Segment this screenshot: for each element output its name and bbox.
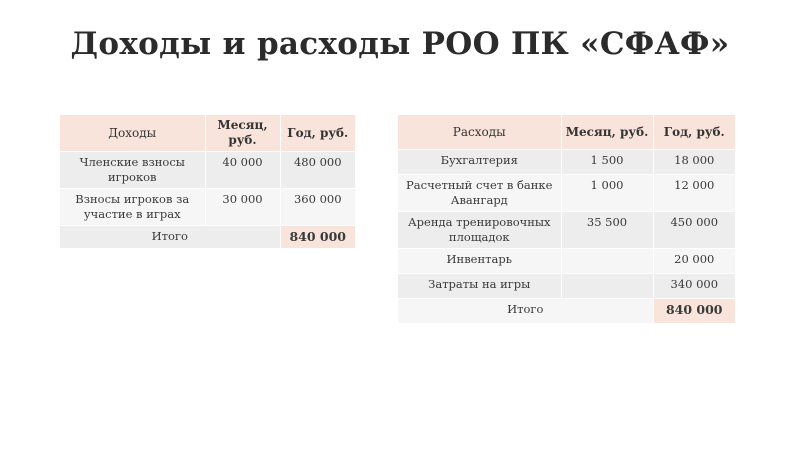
expense-row-year: 18 000 [653, 150, 735, 175]
slide-title: Доходы и расходы РОО ПК «СФАФ» [70, 26, 730, 62]
income-table [60, 115, 355, 249]
expense-header-category: Расходы [398, 115, 561, 150]
expense-total-row [398, 299, 735, 324]
expense-row-name: Расчетный счет в банке Авангард [398, 175, 561, 212]
expense-row-month: 1 000 [561, 175, 653, 212]
income-row-name: Взносы игроков за участие в играх [60, 189, 205, 226]
income-row-month: 30 000 [205, 189, 280, 226]
income-total-row [60, 226, 355, 249]
income-row-month: 40 000 [205, 152, 280, 189]
expense-total-value: 840 000 [653, 299, 735, 324]
income-header-month: Месяц, руб. [205, 115, 280, 152]
income-row-year: 360 000 [280, 189, 355, 226]
income-total-value: 840 000 [280, 226, 355, 249]
expense-row-year: 12 000 [653, 175, 735, 212]
expense-header-year: Год, руб. [653, 115, 735, 150]
expense-header-row [398, 115, 735, 150]
table-row [60, 189, 355, 226]
table-row [398, 212, 735, 249]
expense-table [398, 115, 735, 324]
expense-row-month: 1 500 [561, 150, 653, 175]
table-row [398, 249, 735, 274]
expense-total-label: Итого [398, 299, 653, 324]
expense-row-name: Бухгалтерия [398, 150, 561, 175]
expense-row-month [561, 249, 653, 274]
income-total-label: Итого [60, 226, 280, 249]
table-row [398, 274, 735, 299]
income-header-year: Год, руб. [280, 115, 355, 152]
expense-row-year: 340 000 [653, 274, 735, 299]
income-row-year: 480 000 [280, 152, 355, 189]
expense-row-name: Затраты на игры [398, 274, 561, 299]
income-header-row [60, 115, 355, 152]
expense-row-year: 20 000 [653, 249, 735, 274]
table-row [398, 175, 735, 212]
expense-row-month: 35 500 [561, 212, 653, 249]
table-row [60, 152, 355, 189]
income-header-category: Доходы [60, 115, 205, 152]
table-row [398, 150, 735, 175]
expense-header-month: Месяц, руб. [561, 115, 653, 150]
expense-row-year: 450 000 [653, 212, 735, 249]
expense-row-month [561, 274, 653, 299]
income-row-name: Членские взносы игроков [60, 152, 205, 189]
expense-row-name: Инвентарь [398, 249, 561, 274]
expense-row-name: Аренда тренировочных площадок [398, 212, 561, 249]
